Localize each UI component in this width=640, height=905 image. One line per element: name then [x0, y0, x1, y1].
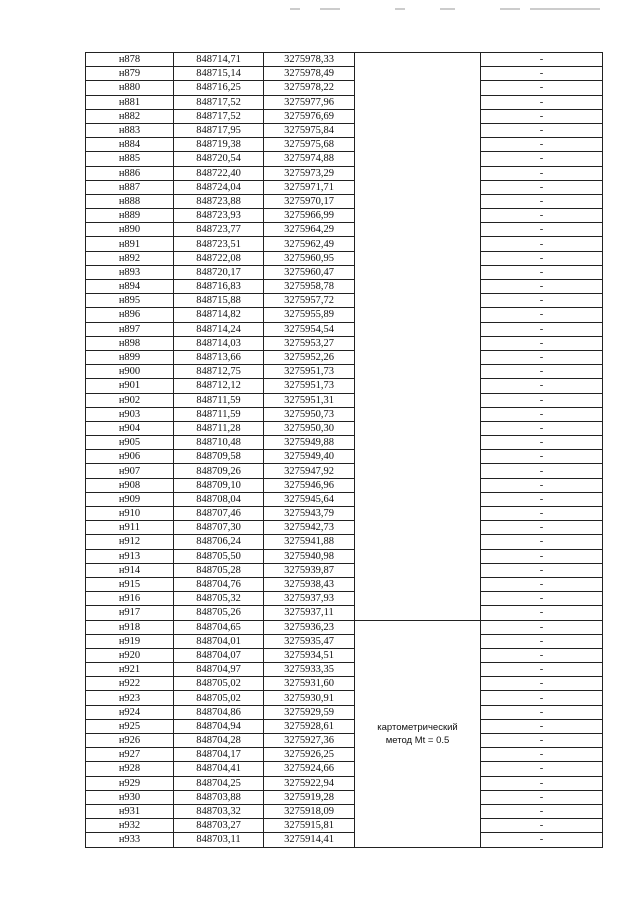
y-coordinate-cell: 3275974,88 [264, 152, 355, 166]
x-coordinate-cell: 848703,88 [174, 790, 264, 804]
note-cell: - [481, 180, 603, 194]
table-row [86, 322, 603, 336]
y-coordinate-cell: 3275947,92 [264, 464, 355, 478]
note-cell: - [481, 464, 603, 478]
coordinates-table [85, 52, 603, 848]
table-row [86, 577, 603, 591]
point-id-cell: н880 [86, 81, 174, 95]
note-cell: - [481, 705, 603, 719]
y-coordinate-cell: 3275955,89 [264, 308, 355, 322]
note-cell: - [481, 748, 603, 762]
y-coordinate-cell: 3275950,73 [264, 407, 355, 421]
note-cell: - [481, 790, 603, 804]
x-coordinate-cell: 848719,38 [174, 138, 264, 152]
table-row [86, 365, 603, 379]
x-coordinate-cell: 848723,51 [174, 237, 264, 251]
table-row [86, 294, 603, 308]
point-id-cell: н886 [86, 166, 174, 180]
point-id-cell: н921 [86, 663, 174, 677]
note-cell: - [481, 350, 603, 364]
x-coordinate-cell: 848704,41 [174, 762, 264, 776]
point-id-cell: н884 [86, 138, 174, 152]
note-cell: - [481, 95, 603, 109]
x-coordinate-cell: 848714,24 [174, 322, 264, 336]
y-coordinate-cell: 3275952,26 [264, 350, 355, 364]
table-row [86, 819, 603, 833]
note-cell: - [481, 535, 603, 549]
table-row [86, 719, 603, 733]
table-row [86, 677, 603, 691]
y-coordinate-cell: 3275951,73 [264, 379, 355, 393]
x-coordinate-cell: 848705,02 [174, 691, 264, 705]
table-row [86, 790, 603, 804]
table-row [86, 95, 603, 109]
x-coordinate-cell: 848704,25 [174, 776, 264, 790]
scan-artifact [0, 0, 640, 20]
note-cell: - [481, 138, 603, 152]
point-id-cell: н933 [86, 833, 174, 847]
x-coordinate-cell: 848712,12 [174, 379, 264, 393]
table-row [86, 350, 603, 364]
point-id-cell: н925 [86, 719, 174, 733]
y-coordinate-cell: 3275949,88 [264, 436, 355, 450]
table-row [86, 53, 603, 67]
note-cell: - [481, 81, 603, 95]
table-row [86, 705, 603, 719]
point-id-cell: н905 [86, 436, 174, 450]
y-coordinate-cell: 3275977,96 [264, 95, 355, 109]
note-cell: - [481, 492, 603, 506]
note-cell: - [481, 365, 603, 379]
x-coordinate-cell: 848705,02 [174, 677, 264, 691]
y-coordinate-cell: 3275953,27 [264, 336, 355, 350]
table-row [86, 492, 603, 506]
table-row [86, 507, 603, 521]
note-cell: - [481, 223, 603, 237]
table-row [86, 393, 603, 407]
x-coordinate-cell: 848711,59 [174, 393, 264, 407]
y-coordinate-cell: 3275930,91 [264, 691, 355, 705]
point-id-cell: н928 [86, 762, 174, 776]
note-cell: - [481, 393, 603, 407]
y-coordinate-cell: 3275970,17 [264, 194, 355, 208]
y-coordinate-cell: 3275941,88 [264, 535, 355, 549]
x-coordinate-cell: 848708,04 [174, 492, 264, 506]
note-cell: - [481, 663, 603, 677]
point-id-cell: н887 [86, 180, 174, 194]
y-coordinate-cell: 3275936,23 [264, 620, 355, 634]
note-cell: - [481, 109, 603, 123]
point-id-cell: н917 [86, 606, 174, 620]
table-row [86, 478, 603, 492]
note-cell: - [481, 563, 603, 577]
note-cell: - [481, 280, 603, 294]
x-coordinate-cell: 848704,65 [174, 620, 264, 634]
y-coordinate-cell: 3275978,22 [264, 81, 355, 95]
table-row [86, 634, 603, 648]
note-cell: - [481, 194, 603, 208]
point-id-cell: н878 [86, 53, 174, 67]
table-row [86, 421, 603, 435]
table-row [86, 464, 603, 478]
point-id-cell: н913 [86, 549, 174, 563]
x-coordinate-cell: 848704,17 [174, 748, 264, 762]
x-coordinate-cell: 848715,14 [174, 67, 264, 81]
point-id-cell: н899 [86, 350, 174, 364]
x-coordinate-cell: 848707,30 [174, 521, 264, 535]
point-id-cell: н908 [86, 478, 174, 492]
y-coordinate-cell: 3275949,40 [264, 450, 355, 464]
x-coordinate-cell: 848710,48 [174, 436, 264, 450]
note-cell: - [481, 606, 603, 620]
point-id-cell: н879 [86, 67, 174, 81]
point-id-cell: н890 [86, 223, 174, 237]
x-coordinate-cell: 848717,52 [174, 95, 264, 109]
note-cell: - [481, 804, 603, 818]
point-id-cell: н912 [86, 535, 174, 549]
note-cell: - [481, 762, 603, 776]
y-coordinate-cell: 3275960,47 [264, 265, 355, 279]
point-id-cell: н881 [86, 95, 174, 109]
y-coordinate-cell: 3275946,96 [264, 478, 355, 492]
table-row [86, 535, 603, 549]
point-id-cell: н885 [86, 152, 174, 166]
note-cell: - [481, 577, 603, 591]
note-cell: - [481, 450, 603, 464]
y-coordinate-cell: 3275914,41 [264, 833, 355, 847]
y-coordinate-cell: 3275924,66 [264, 762, 355, 776]
table-row [86, 620, 603, 634]
point-id-cell: н892 [86, 251, 174, 265]
x-coordinate-cell: 848707,46 [174, 507, 264, 521]
point-id-cell: н915 [86, 577, 174, 591]
table-row [86, 606, 603, 620]
x-coordinate-cell: 848714,82 [174, 308, 264, 322]
note-cell: - [481, 819, 603, 833]
x-coordinate-cell: 848703,27 [174, 819, 264, 833]
table-row [86, 691, 603, 705]
note-cell: - [481, 776, 603, 790]
table-row [86, 663, 603, 677]
y-coordinate-cell: 3275976,69 [264, 109, 355, 123]
point-id-cell: н914 [86, 563, 174, 577]
table-row [86, 592, 603, 606]
point-id-cell: н889 [86, 209, 174, 223]
table-row [86, 734, 603, 748]
table-row [86, 166, 603, 180]
method-line-2: метод Mt = 0.5 [385, 734, 450, 746]
note-cell: - [481, 123, 603, 137]
y-coordinate-cell: 3275958,78 [264, 280, 355, 294]
point-id-cell: н896 [86, 308, 174, 322]
note-cell: - [481, 237, 603, 251]
point-id-cell: н931 [86, 804, 174, 818]
note-cell: - [481, 322, 603, 336]
note-cell: - [481, 209, 603, 223]
note-cell: - [481, 691, 603, 705]
x-coordinate-cell: 848709,58 [174, 450, 264, 464]
note-cell: - [481, 379, 603, 393]
point-id-cell: н895 [86, 294, 174, 308]
x-coordinate-cell: 848703,11 [174, 833, 264, 847]
point-id-cell: н918 [86, 620, 174, 634]
x-coordinate-cell: 848714,71 [174, 53, 264, 67]
method-cell-empty [355, 53, 481, 621]
y-coordinate-cell: 3275931,60 [264, 677, 355, 691]
table-row [86, 109, 603, 123]
x-coordinate-cell: 848704,97 [174, 663, 264, 677]
table-row [86, 762, 603, 776]
point-id-cell: н900 [86, 365, 174, 379]
note-cell: - [481, 421, 603, 435]
y-coordinate-cell: 3275950,30 [264, 421, 355, 435]
y-coordinate-cell: 3275938,43 [264, 577, 355, 591]
y-coordinate-cell: 3275939,87 [264, 563, 355, 577]
note-cell: - [481, 648, 603, 662]
x-coordinate-cell: 848720,54 [174, 152, 264, 166]
point-id-cell: н916 [86, 592, 174, 606]
x-coordinate-cell: 848704,86 [174, 705, 264, 719]
point-id-cell: н894 [86, 280, 174, 294]
point-id-cell: н920 [86, 648, 174, 662]
note-cell: - [481, 53, 603, 67]
note-cell: - [481, 166, 603, 180]
x-coordinate-cell: 848716,83 [174, 280, 264, 294]
x-coordinate-cell: 848704,94 [174, 719, 264, 733]
x-coordinate-cell: 848720,17 [174, 265, 264, 279]
note-cell: - [481, 152, 603, 166]
point-id-cell: н907 [86, 464, 174, 478]
point-id-cell: н919 [86, 634, 174, 648]
point-id-cell: н893 [86, 265, 174, 279]
point-id-cell: н883 [86, 123, 174, 137]
x-coordinate-cell: 848716,25 [174, 81, 264, 95]
point-id-cell: н904 [86, 421, 174, 435]
note-cell: - [481, 521, 603, 535]
y-coordinate-cell: 3275966,99 [264, 209, 355, 223]
note-cell: - [481, 436, 603, 450]
note-cell: - [481, 507, 603, 521]
method-line-1: картометрический [377, 721, 458, 733]
x-coordinate-cell: 848722,08 [174, 251, 264, 265]
y-coordinate-cell: 3275975,84 [264, 123, 355, 137]
x-coordinate-cell: 848704,01 [174, 634, 264, 648]
y-coordinate-cell: 3275928,61 [264, 719, 355, 733]
point-id-cell: н923 [86, 691, 174, 705]
note-cell: - [481, 407, 603, 421]
point-id-cell: н930 [86, 790, 174, 804]
x-coordinate-cell: 848717,52 [174, 109, 264, 123]
table-row [86, 563, 603, 577]
y-coordinate-cell: 3275937,11 [264, 606, 355, 620]
point-id-cell: н891 [86, 237, 174, 251]
y-coordinate-cell: 3275926,25 [264, 748, 355, 762]
x-coordinate-cell: 848704,76 [174, 577, 264, 591]
y-coordinate-cell: 3275929,59 [264, 705, 355, 719]
y-coordinate-cell: 3275933,35 [264, 663, 355, 677]
y-coordinate-cell: 3275945,64 [264, 492, 355, 506]
y-coordinate-cell: 3275964,29 [264, 223, 355, 237]
table-row [86, 379, 603, 393]
note-cell: - [481, 308, 603, 322]
table-row [86, 280, 603, 294]
table-row [86, 521, 603, 535]
point-id-cell: н902 [86, 393, 174, 407]
table-row [86, 123, 603, 137]
x-coordinate-cell: 848703,32 [174, 804, 264, 818]
x-coordinate-cell: 848711,28 [174, 421, 264, 435]
x-coordinate-cell: 848704,07 [174, 648, 264, 662]
y-coordinate-cell: 3275978,33 [264, 53, 355, 67]
point-id-cell: н924 [86, 705, 174, 719]
x-coordinate-cell: 848705,28 [174, 563, 264, 577]
table-row [86, 336, 603, 350]
note-cell: - [481, 336, 603, 350]
point-id-cell: н888 [86, 194, 174, 208]
point-id-cell: н898 [86, 336, 174, 350]
note-cell: - [481, 734, 603, 748]
y-coordinate-cell: 3275940,98 [264, 549, 355, 563]
point-id-cell: н909 [86, 492, 174, 506]
y-coordinate-cell: 3275954,54 [264, 322, 355, 336]
x-coordinate-cell: 848705,32 [174, 592, 264, 606]
note-cell: - [481, 251, 603, 265]
point-id-cell: н897 [86, 322, 174, 336]
point-id-cell: н932 [86, 819, 174, 833]
y-coordinate-cell: 3275918,09 [264, 804, 355, 818]
x-coordinate-cell: 848706,24 [174, 535, 264, 549]
method-cell [355, 620, 481, 847]
point-id-cell: н922 [86, 677, 174, 691]
note-cell: - [481, 67, 603, 81]
x-coordinate-cell: 848717,95 [174, 123, 264, 137]
point-id-cell: н882 [86, 109, 174, 123]
table-row [86, 251, 603, 265]
y-coordinate-cell: 3275957,72 [264, 294, 355, 308]
table-row [86, 152, 603, 166]
point-id-cell: н926 [86, 734, 174, 748]
note-cell: - [481, 592, 603, 606]
y-coordinate-cell: 3275915,81 [264, 819, 355, 833]
y-coordinate-cell: 3275935,47 [264, 634, 355, 648]
y-coordinate-cell: 3275973,29 [264, 166, 355, 180]
table-row [86, 67, 603, 81]
y-coordinate-cell: 3275919,28 [264, 790, 355, 804]
table-row [86, 180, 603, 194]
table-row [86, 833, 603, 847]
note-cell: - [481, 549, 603, 563]
note-cell: - [481, 478, 603, 492]
table-row [86, 308, 603, 322]
x-coordinate-cell: 848722,40 [174, 166, 264, 180]
point-id-cell: н903 [86, 407, 174, 421]
y-coordinate-cell: 3275927,36 [264, 734, 355, 748]
table-row [86, 549, 603, 563]
x-coordinate-cell: 848709,26 [174, 464, 264, 478]
table-row [86, 804, 603, 818]
y-coordinate-cell: 3275943,79 [264, 507, 355, 521]
point-id-cell: н929 [86, 776, 174, 790]
point-id-cell: н901 [86, 379, 174, 393]
x-coordinate-cell: 848705,26 [174, 606, 264, 620]
y-coordinate-cell: 3275960,95 [264, 251, 355, 265]
table-row [86, 436, 603, 450]
x-coordinate-cell: 848723,88 [174, 194, 264, 208]
table-row [86, 648, 603, 662]
x-coordinate-cell: 848705,50 [174, 549, 264, 563]
note-cell: - [481, 719, 603, 733]
note-cell: - [481, 294, 603, 308]
note-cell: - [481, 634, 603, 648]
y-coordinate-cell: 3275978,49 [264, 67, 355, 81]
y-coordinate-cell: 3275962,49 [264, 237, 355, 251]
x-coordinate-cell: 848709,10 [174, 478, 264, 492]
table-row [86, 265, 603, 279]
table-row [86, 223, 603, 237]
y-coordinate-cell: 3275951,73 [264, 365, 355, 379]
note-cell: - [481, 833, 603, 847]
table-row [86, 748, 603, 762]
y-coordinate-cell: 3275942,73 [264, 521, 355, 535]
table-row [86, 450, 603, 464]
x-coordinate-cell: 848724,04 [174, 180, 264, 194]
x-coordinate-cell: 848712,75 [174, 365, 264, 379]
point-id-cell: н911 [86, 521, 174, 535]
note-cell: - [481, 677, 603, 691]
table-row [86, 209, 603, 223]
y-coordinate-cell: 3275971,71 [264, 180, 355, 194]
note-cell: - [481, 265, 603, 279]
table-row [86, 776, 603, 790]
y-coordinate-cell: 3275937,93 [264, 592, 355, 606]
table-row [86, 237, 603, 251]
point-id-cell: н906 [86, 450, 174, 464]
x-coordinate-cell: 848723,77 [174, 223, 264, 237]
table-row [86, 407, 603, 421]
y-coordinate-cell: 3275922,94 [264, 776, 355, 790]
table-row [86, 81, 603, 95]
x-coordinate-cell: 848713,66 [174, 350, 264, 364]
y-coordinate-cell: 3275934,51 [264, 648, 355, 662]
x-coordinate-cell: 848723,93 [174, 209, 264, 223]
point-id-cell: н927 [86, 748, 174, 762]
y-coordinate-cell: 3275951,31 [264, 393, 355, 407]
table-row [86, 138, 603, 152]
point-id-cell: н910 [86, 507, 174, 521]
x-coordinate-cell: 848704,28 [174, 734, 264, 748]
note-cell: - [481, 620, 603, 634]
table-row [86, 194, 603, 208]
y-coordinate-cell: 3275975,68 [264, 138, 355, 152]
x-coordinate-cell: 848714,03 [174, 336, 264, 350]
x-coordinate-cell: 848715,88 [174, 294, 264, 308]
x-coordinate-cell: 848711,59 [174, 407, 264, 421]
